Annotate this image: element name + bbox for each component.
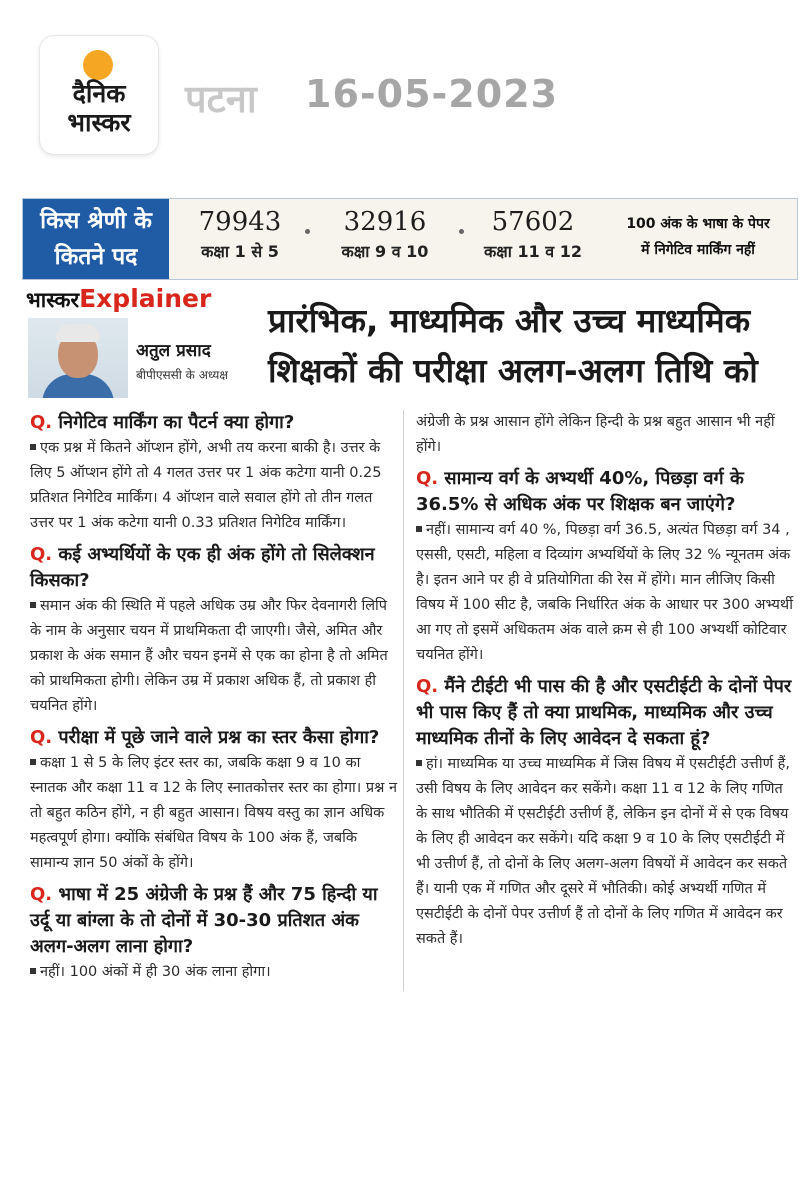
headline-line2: शिक्षकों की परीक्षा अलग-अलग तिथि को [268,351,758,390]
qa-block [30,410,399,536]
q-marker: Q. [30,412,53,433]
article-headline [268,296,798,396]
sun-icon [83,50,113,80]
posts-class-label: कक्षा 9 व 10 [341,242,429,261]
logo-text-line1: दैनिक [72,79,126,108]
posts-count: 79943 [198,207,282,237]
posts-count: 57602 [491,207,575,237]
question-text: भाषा में 25 अंग्रेजी के प्रश्न हैं और 75 हिन्दी या उर्दू या बांग्ला के तो दोनों में 30-30 प्रतिशत अंक अलग-अलग लाना होगा? [30,884,378,957]
person-name: अतुल प्रसाद [136,341,211,361]
language-paper-note [603,211,793,263]
answer-continued: अंग्रेजी के प्रश्न आसान होंगे लेकिन हिन्दी के प्रश्न बहुत आसान भी नहीं होंगे। [416,414,775,455]
left-column [30,410,404,991]
qa-block [30,882,399,985]
posts-summary-strip [22,198,798,280]
bullet-icon [30,968,36,974]
bullet-icon [30,759,36,765]
answer-text: एक प्रश्न में कितने ऑप्शन होंगे, अभी तय करना बाकी है। उत्तर के लिए 5 ऑप्शन होंगे तो 4 गलत उत्तर पर 1 अंक कटेगा यानी 0.25 प्रतिशत निगेटिव मार्किंग। 4 ऑप्शन वाले सवाल होंगे तो तीन गलत उत्तर पर 1 अंक कटेगा यानी 0.33 प्रतिशत निगेटिव मार्किंग। [30,440,382,531]
answer-text: नहीं। 100 अंकों में ही 30 अंक लाना होगा। [40,964,271,980]
logo-text-line2: भास्कर [67,108,131,137]
question-text: मैंने टीईटी भी पास की है और एसटीईटी के दोनों पेपर भी पास किए हैं तो क्या प्राथमिक, माध्यमिक और उच्च माध्यमिक तीनों के लिए आवेदन दे सकता हूं? [416,676,792,749]
bullet-icon [416,526,422,532]
answer [416,518,794,668]
answer-text: समान अंक की स्थिति में पहले अधिक उम्र और फिर देवनागरी लिपि के नाम के अनुसार चयन में प्राथमिकता दी जाएगी। जैसे, अमित और प्रकाश के अंक समान हैं और चयन इनमें से एक का होना है तो अमित को प्राथमिकता होगी। लेकिन उम्र में प्रकाश अधिक हैं, तो प्रकाश ही चयनित होंगे। [30,598,388,714]
question [30,725,399,751]
posts-label-line2: कितने पद [54,244,138,270]
answer [416,752,794,952]
qa-block [30,542,399,719]
question [416,466,794,518]
question [30,882,399,960]
question [30,542,399,594]
answer [30,436,399,536]
answer [30,594,399,719]
answer-text: कक्षा 1 से 5 के लिए इंटर स्तर का, जबकि कक्षा 9 व 10 का स्नातक और कक्षा 11 व 12 के लिए स्नातकोत्तर स्तर का होगा। प्रश्न न तो बहुत कठिन होंगे, न ही बहुत आसान। विषय वस्तु का ज्ञान अधिक महत्वपूर्ण होगा। क्योंकि संबंधित विषय के 100 अंक हैं, जबकि सामान्य ज्ञान 50 अंकों के होंगे। [30,755,398,871]
posts-class-label: कक्षा 11 व 12 [483,242,583,261]
posts-label-line1: किस श्रेणी के [40,208,152,234]
qa-block [416,674,794,952]
brand-explainer: Explainer [79,284,212,313]
question-text: निगेटिव मार्किंग का पैटर्न क्या होगा? [58,412,295,433]
dainik-bhaskar-logo[interactable] [40,36,158,154]
person-photo [28,318,128,398]
separator-dot [459,229,464,234]
bullet-icon [30,444,36,450]
qa-block [416,466,794,668]
answer [30,960,399,985]
posts-label [23,199,169,279]
posts-stat-class-11-12 [467,205,599,265]
question [416,674,794,752]
posts-stat-class-9-10 [315,205,455,265]
bullet-icon [416,760,422,766]
qa-block [30,725,399,876]
right-column [416,410,794,958]
bullet-icon [30,602,36,608]
question-text: परीक्षा में पूछे जाने वाले प्रश्न का स्तर कैसा होगा? [58,727,380,748]
brand-bhaskar: भास्कर [26,288,80,312]
bhaskar-explainer-brand [26,284,211,314]
note-line2: में निगेटिव मार्किंग नहीं [641,242,755,258]
answer-text: हां। माध्यमिक या उच्च माध्यमिक में जिस विषय में एसटीईटी उत्तीर्ण हैं, उसी विषय के लिए आवेदन कर सकेंगे। कक्षा 11 व 12 के लिए गणित के साथ भौतिकी में एसटीईटी उत्तीर्ण हैं, लेकिन इन दोनों में से एक विषय के लिए ही आवेदन कर सकेंगे। यदि कक्षा 9 व 10 के लिए एसटीईटी में भी उत्तीर्ण हैं, तो दोनों के लिए अलग-अलग विषयों में आवेदन कर सकते हैं। यानी एक में गणित और दूसरे में भौतिकी। कोई अभ्यर्थी गणित में एसटीईटी के दोनों पेपर उत्तीर्ण हैं तो दोनों के लिए गणित में आवेदन कर सकते हैं। [416,756,790,947]
posts-count: 32916 [343,207,427,237]
answer-text: नहीं। सामान्य वर्ग 40 %, पिछड़ा वर्ग 36.5, अत्यंत पिछड़ा वर्ग 34 , एससी, एसटी, महिला व दिव्यांग अभ्यर्थियों के लिए 32 % न्यूनतम अंक है। इतन आने पर ही वे प्रतियोगिता की रेस में होंगे। मान लीजिए किसी विषय में 100 सीट है, जबकि निर्धारित अंक के आधार पर 300 अभ्यर्थी आ गए तो इसमें अधिकतम अंक वाले क्रम से ही 100 अभ्यर्थी कोटिवार चयनित होंगे। [416,522,793,663]
edition-date: 16-05-2023 [305,72,559,116]
page-header [0,0,807,185]
q-marker: Q. [30,727,53,748]
question [30,410,399,436]
question-text: कई अभ्यर्थियों के एक ही अंक होंगे तो सिलेक्शन किसका? [30,544,375,591]
posts-class-label: कक्षा 1 से 5 [201,242,279,261]
photo-hair [56,324,100,342]
q-marker: Q. [30,544,53,565]
headline-line1: प्रारंभिक, माध्यमिक और उच्च माध्यमिक [268,301,751,340]
q-marker: Q. [416,676,439,697]
q-marker: Q. [416,468,439,489]
question-text: सामान्य वर्ग के अभ्यर्थी 40%, पिछड़ा वर्ग के 36.5% से अधिक अंक पर शिक्षक बन जाएंगे? [416,468,744,515]
edition-city: पटना [185,77,257,121]
q-marker: Q. [30,884,53,905]
note-line1: 100 अंक के भाषा के पेपर [626,216,770,232]
answer [30,751,399,876]
person-role: बीपीएससी के अध्यक्ष [136,368,228,382]
separator-dot [305,229,310,234]
posts-stat-class-1-5 [175,205,305,265]
